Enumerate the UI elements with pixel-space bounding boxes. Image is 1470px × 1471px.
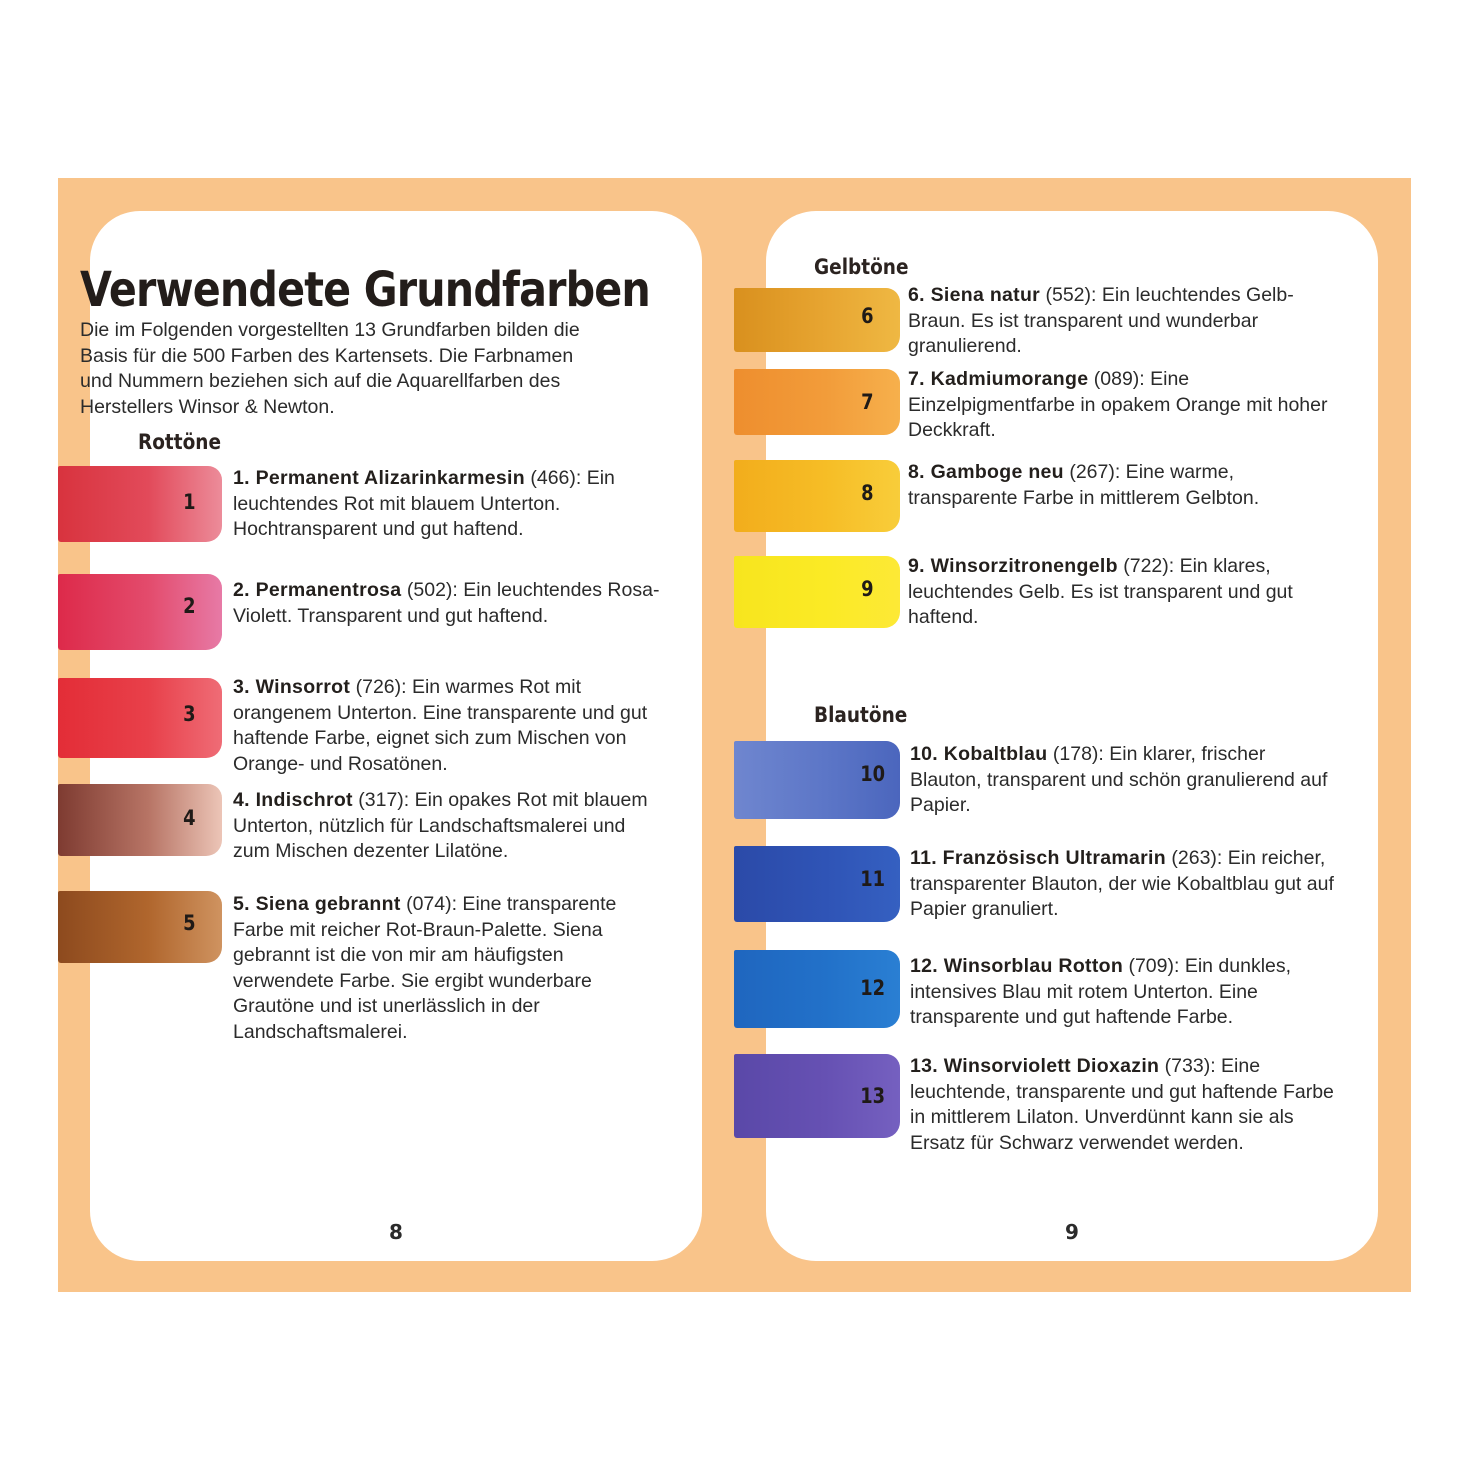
color-code: (317): (352, 789, 410, 811)
color-name: 6. Siena natur (908, 284, 1041, 306)
color-name: 12. Winsorblau Rotton (910, 955, 1124, 977)
section-heading-blue: Blautöne (814, 703, 908, 727)
color-code: (263): (1165, 847, 1223, 869)
color-entry (233, 892, 663, 1045)
color-swatch (734, 556, 900, 628)
color-entry (908, 367, 1338, 444)
color-entry (910, 846, 1340, 923)
color-code: (726): (350, 676, 407, 698)
color-code: (089): (1088, 368, 1145, 390)
color-description: Ein warmes Rot mit orangenem Unterton. Eine transparente und gut haftende Farbe, eignet sich zum Mischen von Orange- und Rosatönen. (233, 676, 648, 775)
color-name: 11. Französisch Ultramarin (910, 847, 1166, 869)
color-swatch (58, 678, 222, 758)
color-name: 4. Indischrot (233, 789, 353, 811)
color-entry (233, 466, 663, 543)
color-description: Eine leuchtende, transparente und gut haftende Farbe in mittlerem Lilaton. Unverdünnt kann sie als Ersatz für Schwarz verwendet werden. (910, 1055, 1334, 1154)
color-code: (466): (524, 467, 582, 489)
color-entry (908, 460, 1338, 511)
color-code: (722): (1117, 555, 1175, 577)
color-description: Ein leuchtendes Rot mit blauem Unterton. Hochtransparent und gut haftend. (233, 467, 615, 540)
color-swatch (58, 784, 222, 856)
swatch-number: 3 (183, 702, 196, 726)
color-swatch (58, 466, 222, 542)
intro-paragraph: Die im Folgenden vorgestellten 13 Grundfarben bilden die Basis für die 500 Farben des Kartensets. Die Farbnamen und Nummern beziehen sich auf die Aquarellfarben des Herstellers Winsor & Newton. (80, 319, 580, 418)
swatch-number: 1 (183, 490, 196, 514)
swatch-number: 4 (183, 806, 196, 830)
swatch-number: 10 (860, 762, 886, 786)
swatch-number: 9 (861, 577, 874, 601)
color-code: (267): (1063, 461, 1121, 483)
swatch-number: 2 (183, 594, 196, 618)
color-description: Ein klares, leuchtendes Gelb. Es ist transparent und gut haftend. (908, 555, 1293, 628)
page-title: Verwendete Grundfarben (80, 262, 650, 318)
color-code: (709): (1123, 955, 1180, 977)
color-code: (733): (1159, 1055, 1216, 1077)
page-number-right: 9 (1065, 1220, 1079, 1244)
color-entry (910, 954, 1340, 1031)
color-description: Eine Einzelpigmentfarbe in opakem Orange mit hoher Deckkraft. (908, 368, 1328, 441)
color-code: (552): (1040, 284, 1097, 306)
color-entry (908, 283, 1338, 360)
color-entry (910, 1054, 1340, 1156)
color-name: 5. Siena gebrannt (233, 893, 401, 915)
color-name: 1. Permanent Alizarinkarmesin (233, 467, 525, 489)
swatch-number: 6 (861, 304, 874, 328)
color-description: Ein reicher, transparenter Blauton, der wie Kobaltblau gut auf Papier granuliert. (910, 847, 1334, 920)
color-description: Ein leuchtendes Gelb-Braun. Es ist transparent und wunderbar granulierend. (908, 284, 1294, 357)
swatch-number: 13 (860, 1084, 886, 1108)
color-name: 8. Gamboge neu (908, 461, 1064, 483)
section-heading-red: Rottöne (138, 430, 221, 454)
color-description: Eine warme, transparente Farbe in mittlerem Gelbton. (908, 461, 1260, 509)
color-name: 7. Kadmiumorange (908, 368, 1089, 390)
color-code: (502): (401, 579, 458, 601)
page-number-left: 8 (389, 1220, 403, 1244)
color-entry (908, 554, 1338, 631)
color-swatch (734, 369, 900, 435)
section-heading-yellow: Gelbtöne (814, 255, 909, 279)
color-entry (910, 742, 1340, 819)
color-swatch (58, 891, 222, 963)
color-description: Ein opakes Rot mit blauem Unterton, nützlich für Landschaftsmalerei und zum Mischen dezenter Lilatöne. (233, 789, 648, 862)
swatch-number: 12 (860, 976, 886, 1000)
color-name: 10. Kobaltblau (910, 743, 1048, 765)
color-swatch (734, 288, 900, 352)
color-description: Ein klarer, frischer Blauton, transparent und schön granulierend auf Papier. (910, 743, 1328, 816)
swatch-number: 7 (861, 390, 874, 414)
color-entry (233, 578, 663, 629)
color-description: Ein leuchtendes Rosa-Violett. Transparent und gut haftend. (233, 579, 660, 627)
swatch-number: 8 (861, 481, 874, 505)
swatch-number: 5 (183, 911, 196, 935)
color-name: 3. Winsorrot (233, 676, 351, 698)
color-name: 2. Permanentrosa (233, 579, 402, 601)
color-code: (178): (1047, 743, 1104, 765)
swatch-number: 11 (860, 867, 886, 891)
color-swatch (58, 574, 222, 650)
color-swatch (734, 460, 900, 532)
color-name: 9. Winsorzitronengelb (908, 555, 1118, 577)
color-description: Eine transparente Farbe mit reicher Rot-Braun-Palette. Siena gebrannt ist die von mir am häufigsten verwendete Farbe. Sie ergibt wunderbare Grautöne und ist unerlässlich in der Landschaftsmalerei. (233, 893, 617, 1043)
color-description: Ein dunkles, intensives Blau mit rotem Unterton. Eine transparente und gut haftende Farbe. (910, 955, 1292, 1028)
color-code: (074): (400, 893, 458, 915)
color-entry (233, 675, 663, 777)
color-name: 13. Winsorviolett Dioxazin (910, 1055, 1160, 1077)
color-entry (233, 788, 663, 865)
